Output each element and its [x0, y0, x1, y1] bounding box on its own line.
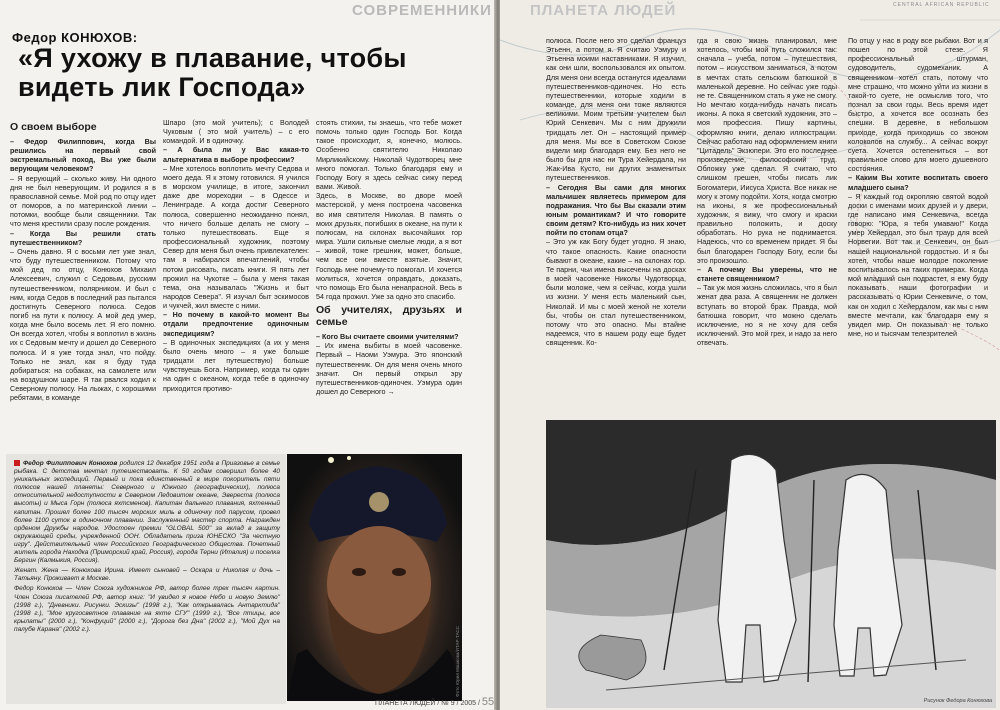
left-page — [0, 0, 496, 710]
paragraph: – Мне хотелось воплотить мечту Седова и моего деда. Я к этому готовился. Я учился в морском училище, в итоге, закончил даже две мореходки – в Одессе и Ленинграде. А когда достиг Северного полюса, совершенно неожиданно понял, что ничего больше делать не смогу – только путешествовать. Еще я профессиональный художник, поэтому Север для меня был очень привлекателен: там я набирался впечатлений, чтобы потом рисовать, писать книги. Я пять лет прожил на Чукотке – была у меня такая тема, она называлась "Жизнь и быт народов Севера". Я изучал быт эскимосов и чукчей, жил вместе с ними. — [163, 163, 309, 311]
bio-family: Женат. Жена — Конюхова Ирина. Имеет сыновей – Оскара и Николая и дочь – Татьяну. Проживает в Москве. — [14, 567, 280, 583]
illustration-credit: Рисунок Федора Конюхова — [923, 698, 992, 704]
bio-summary: родился 12 декабря 1951 года в Приазовье в семье рыбака. С детства мечтал путешествовать. К 50 годам совершил более 40 уникальных экспедиций. Первый и пока единственный в мире покоритель пяти полюсов нашей планеты: Северного и Южного (географических), полюса относительной недоступности в Северном Ледовитом океане, Эвереста (полюса высоты) и Мыса Горн (полюса яхтсменов). Капитан дальнего плавания, яхтенный капитан. Прошел более 100 тысяч морских миль в одиночку под парусом, провел более 1100 суток в одиночном плавании. Заслуженный мастер спорта. Награжден орденом Дружбы народов. Удостоен премии "GLOBAL 500" за вклад в защиту окружающей среды, учрежденной ООН. Обладатель приза ЮНЕСКО "За честную игру". Действительный член Российского Географического Общества. Почетный житель города Находка (Приморский край, Россия), города Терни (Италия) и поселка Бергин (Калмыкия, Россия). — [14, 460, 281, 565]
paragraph: По отцу у нас в роду все рыбаки. Вот и я пошел по этой стезе. Я профессиональный штурман, судоводитель, судомеханик. А священником хотел стать, потому что мне страшно, что можно уйти из жизни в такой-то суете, не осмыслив того, что познал за свои годы. Весь время идет быстро, а хочется все осознать без спешки. В деревне, в небольшом приходе, когда приходишь со звоном колоколов на службу... А сейчас вокруг суета. Хочется остепениться – вот правильное слово для моего душевного состояния. — [848, 36, 988, 174]
section-subhead: О своем выборе — [10, 121, 97, 133]
paragraph: стоять стихии, ты знаешь, что тебе может помочь только один Господь Бог. Когда такое происходит, я, конечно, молюсь. Особенно святителю Николаю Мирликийскому. Николай Чудотворец мне много помогал. Только благодаря ему и Господу Богу я здесь сейчас сижу перед вами. Живой. — [316, 118, 462, 192]
text-column-4 — [546, 36, 686, 416]
text-column-2 — [163, 118, 309, 448]
paragraph: – Я каждый год окропляю святой водой доски с именами моих друзей и у двери, где написано имя Сенкевича, всегда говорю: "Юра, я тебя умаваю!" Когда умер Хейердал, это был траур для всей Норвегии. Вот так и Сенкевич, он был нашей национальной гордостью. И я бы хотел, чтобы наше молодое поколение воспитывалось на таких примерах. Когда мой младший сын подрастет, я ему буду показывать наши фотографии и рассказывать о Юрии Сенкевиче, о том, как он ходил с Хейердалом, как мы с ним вместе мечтали, как благодаря ему я увидел мир. Он показывал не только мне, но и тысячам телезрителей — [848, 191, 988, 338]
paragraph: – В одиночных экспедициях (а их у меня было очень много – я уже больше тридцати лет путешествую) больше чувствуешь Бога. Например, когда ты один на один с океаном, когда тебе в одиночку приходится противо- — [163, 337, 309, 393]
paragraph: Здесь, в Москве, во дворе моей мастерской, у меня построена часовенка во имя святителя Николая. В память о моих друзьях, погибших в океане, на пути к полюсам, на склонах высочайших гор мира. Ушли сильные смелые люди, а я вот – живой, тоже грешник, может, больше, чем все они вместе взятые. Значит, Господь мне почему-то помогал. И хочется молиться, хочется оправдать, доказать, что помощь Его была ненапрасной. Весь в 54 года прожил. Уже за одно это спасибо. — [316, 191, 462, 301]
text-column-1 — [10, 118, 156, 448]
paragraph: – Их имена выбиты в моей часовенке. Первый – Наоми Уэмура. Это японский путешественник. Он для меня очень много значит. Он первый открыл эру путешественников-одиночек. Уэмура один дошел до Северного → — [316, 341, 462, 397]
paragraph: Шпаро (это мой учитель); с Володей Чуковым ( это мой учитель) – с его командой. И в одиночку. — [163, 118, 309, 146]
paragraph: гда я свою жизнь планировал, мне хотелось, чтобы мой путь сложился так: сначала – учеба, потом – путешествия, потом – искусством заниматься, а потом в мечтах стать сельским батюшкой в маленькой деревне. Но сейчас уже годы не те. Священником стать я уже не смогу. Но мечтаю когда-нибудь начать писать иконы. А пока я светский художник, это – моя профессия. Пишу картины, оформляю книги, делаю иллюстрации. Сейчас работаю над оформлением книги "Цитадель" Экзюпери. Это его последнее произведение, философский труд. Обложку уже сделал. Я считаю, что слишком грешен, чтобы писать лик Богоматери, Иисуса Христа. Все никак не могу к этому подойти. Хотя, когда смотрю на иконы, я же профессиональный художник, я вижу, что смогу и краски правильно положить, и доску обработать. Но рука не поднимается. Надеюсь, что со временем придет. Я бы был благодарен Господу Богу, если бы это произошло. — [697, 36, 837, 265]
map-label: CENTRAL AFRICAN REPUBLIC — [893, 2, 990, 8]
page-footer — [375, 696, 494, 708]
text-column-3 — [316, 118, 462, 448]
footer-text: ПЛАНЕТА ЛЮДЕЙ / № 9 / 2005 / — [375, 700, 480, 707]
section-rubric: СОВРЕМЕННИКИ — [352, 2, 492, 19]
text-column-6 — [848, 36, 988, 416]
question: – А почему Вы уверены, что не станете священником? — [697, 264, 837, 284]
section-subhead: Об учителях, друзьях и семье — [316, 304, 462, 329]
article-headline: «Я ухожу в плавание, чтобы видеть лик Господа» — [18, 43, 407, 102]
question: – Но почему в какой-то момент Вы отдали предпочтение одиночным экспедициям? — [163, 310, 309, 338]
paragraph: – Так уж моя жизнь сложилась, что я был женат два раза. А священник не должен вступать во второй брак. Правда, мой батюшка говорит, что можно сделать исключение, но я не хочу для себя исключений. Это мой грех, и надо за него отвечать. — [697, 283, 837, 348]
bio-name: Федор Филиппович Конюхов — [23, 460, 118, 467]
bullet-square-icon — [14, 460, 20, 466]
question: – Федор Филиппович, когда Вы решились на первый свой экстремальный поход, Вы уже были верующим человеком? — [10, 137, 156, 174]
photo-credit: Фото Юрия Машкова/ИТАР-ТАСС — [455, 626, 460, 697]
question: – Кого Вы считаете своими учителями? — [316, 332, 459, 342]
section-rubric: ПЛАНЕТА ЛЮДЕЙ — [530, 2, 677, 19]
drawing-explorers — [546, 420, 996, 708]
question: – Когда Вы решили стать путешественником? — [10, 228, 156, 247]
bio-text — [14, 460, 280, 634]
question: – Каким Вы хотите воспитать своего младшего сына? — [848, 173, 988, 192]
portrait-photo — [287, 454, 462, 701]
article-author: Федор КОНЮХОВ: — [12, 30, 138, 45]
question: – Сегодня Вы сами для многих мальчишек являетесь примером для подражания. Что бы Вы сказали этим юным романтикам? И что говорите своим детям? Кто-нибудь из них хочет пойти по стопам отца? — [546, 182, 686, 238]
portrait-illustration — [287, 454, 462, 701]
text-column-5 — [697, 36, 837, 416]
bio-works: Федор Конюхов — Член Союза художников РФ, автор более трех тысяч картин. Член Союза писателей РФ, автор книг: "И увидел я новое Небо и новую Землю" (1998 г.), "Дневники. Рисунки. Эскизы" (1998 г.), "Как открывалась Антарктида" (1998 г.), "Мое кругосветное плавание на яхте СГУ" (1999 г.), "Все птицы, все крылаты" (2000 г.), "Конфуций" (2000 г.), "Дорога без Дна" (2002 г.), "Мой Дух на палубе Карана" (2002 г.). — [14, 585, 280, 633]
polar-explorers-illustration — [546, 420, 996, 708]
paragraph: – Я верующий – сколько живу. Ни одного дня не был неверующим. И родился я в православной семье. Мой род по отцу идет от поморов, а по материнской линии – потомки, вообще были священники. Так что меня крестили сразу после рождения. — [10, 173, 156, 229]
paragraph: – Очень давно. Я с восьми лет уже знал, что буду путешественником. Потому что мой дед по отцу, Конюхов Михаил Алексеевич, служил с Седовым, русским путешественником, полярником. И был с ним, когда Седов в последний раз пытался достигнуть Северного полюса. Седов погиб на пути к полюсу. А мой дед умер, когда мне было восемь лет. Я его помню. Он всегда хотел, чтобы я воплотил в жизнь их с Седовым мечту и дошел до Северного полюса. И я уже тогда знал, что пойду. Только не знал, как я буду туда добираться: на собаках, на самолете или на воздушном шаре. Я так рвался ходил к Северному полюсу. На лыжах, с хорошими ребятами, в команде — [10, 246, 156, 403]
question: – А была ли у Вас какая-то альтернатива в выборе профессии? — [163, 145, 309, 164]
page-number: 55 — [481, 696, 495, 708]
paragraph: полюса. После него это сделал француз Этьенн, а потом я. Я считаю Уэмуру и Этьенна моими наставниками. Я изучил, как они шли, воспользовался их опытом. Для меня они всегда останутся идеалами путешественников-одиночек. Но есть путешественники, которые ходили в команде, для меня они тоже являются великими. Моим третьим учителем был Юрий Сенкевич. Мы с ним дружили тридцать лет. Он – настоящий пример для меня. Мы все в Советском Союзе видели мир благодаря ему. Без него не было бы для нас ни Тура Хейердала, ни Жак-Ива Кусто, ни других знаменитых путешественников. — [546, 36, 686, 183]
paragraph: – Это уж как Богу будет угодно. Я знаю, что такое опасность. Какие опасности бывают в океане, какие – на склонах гор. Те парни, чьи имена высечены на досках в моей часовенке Николы Чудотворца, были моложе, чем я сейчас, когда ушли из жизни. У меня есть маленький сын, Николай. И мы с моей женой не хотели бы, чтобы он стал путешественником, потому что это опасно. Мы втайне надеемся, что в нашем роду еще будет священник. Ко- — [546, 237, 686, 348]
